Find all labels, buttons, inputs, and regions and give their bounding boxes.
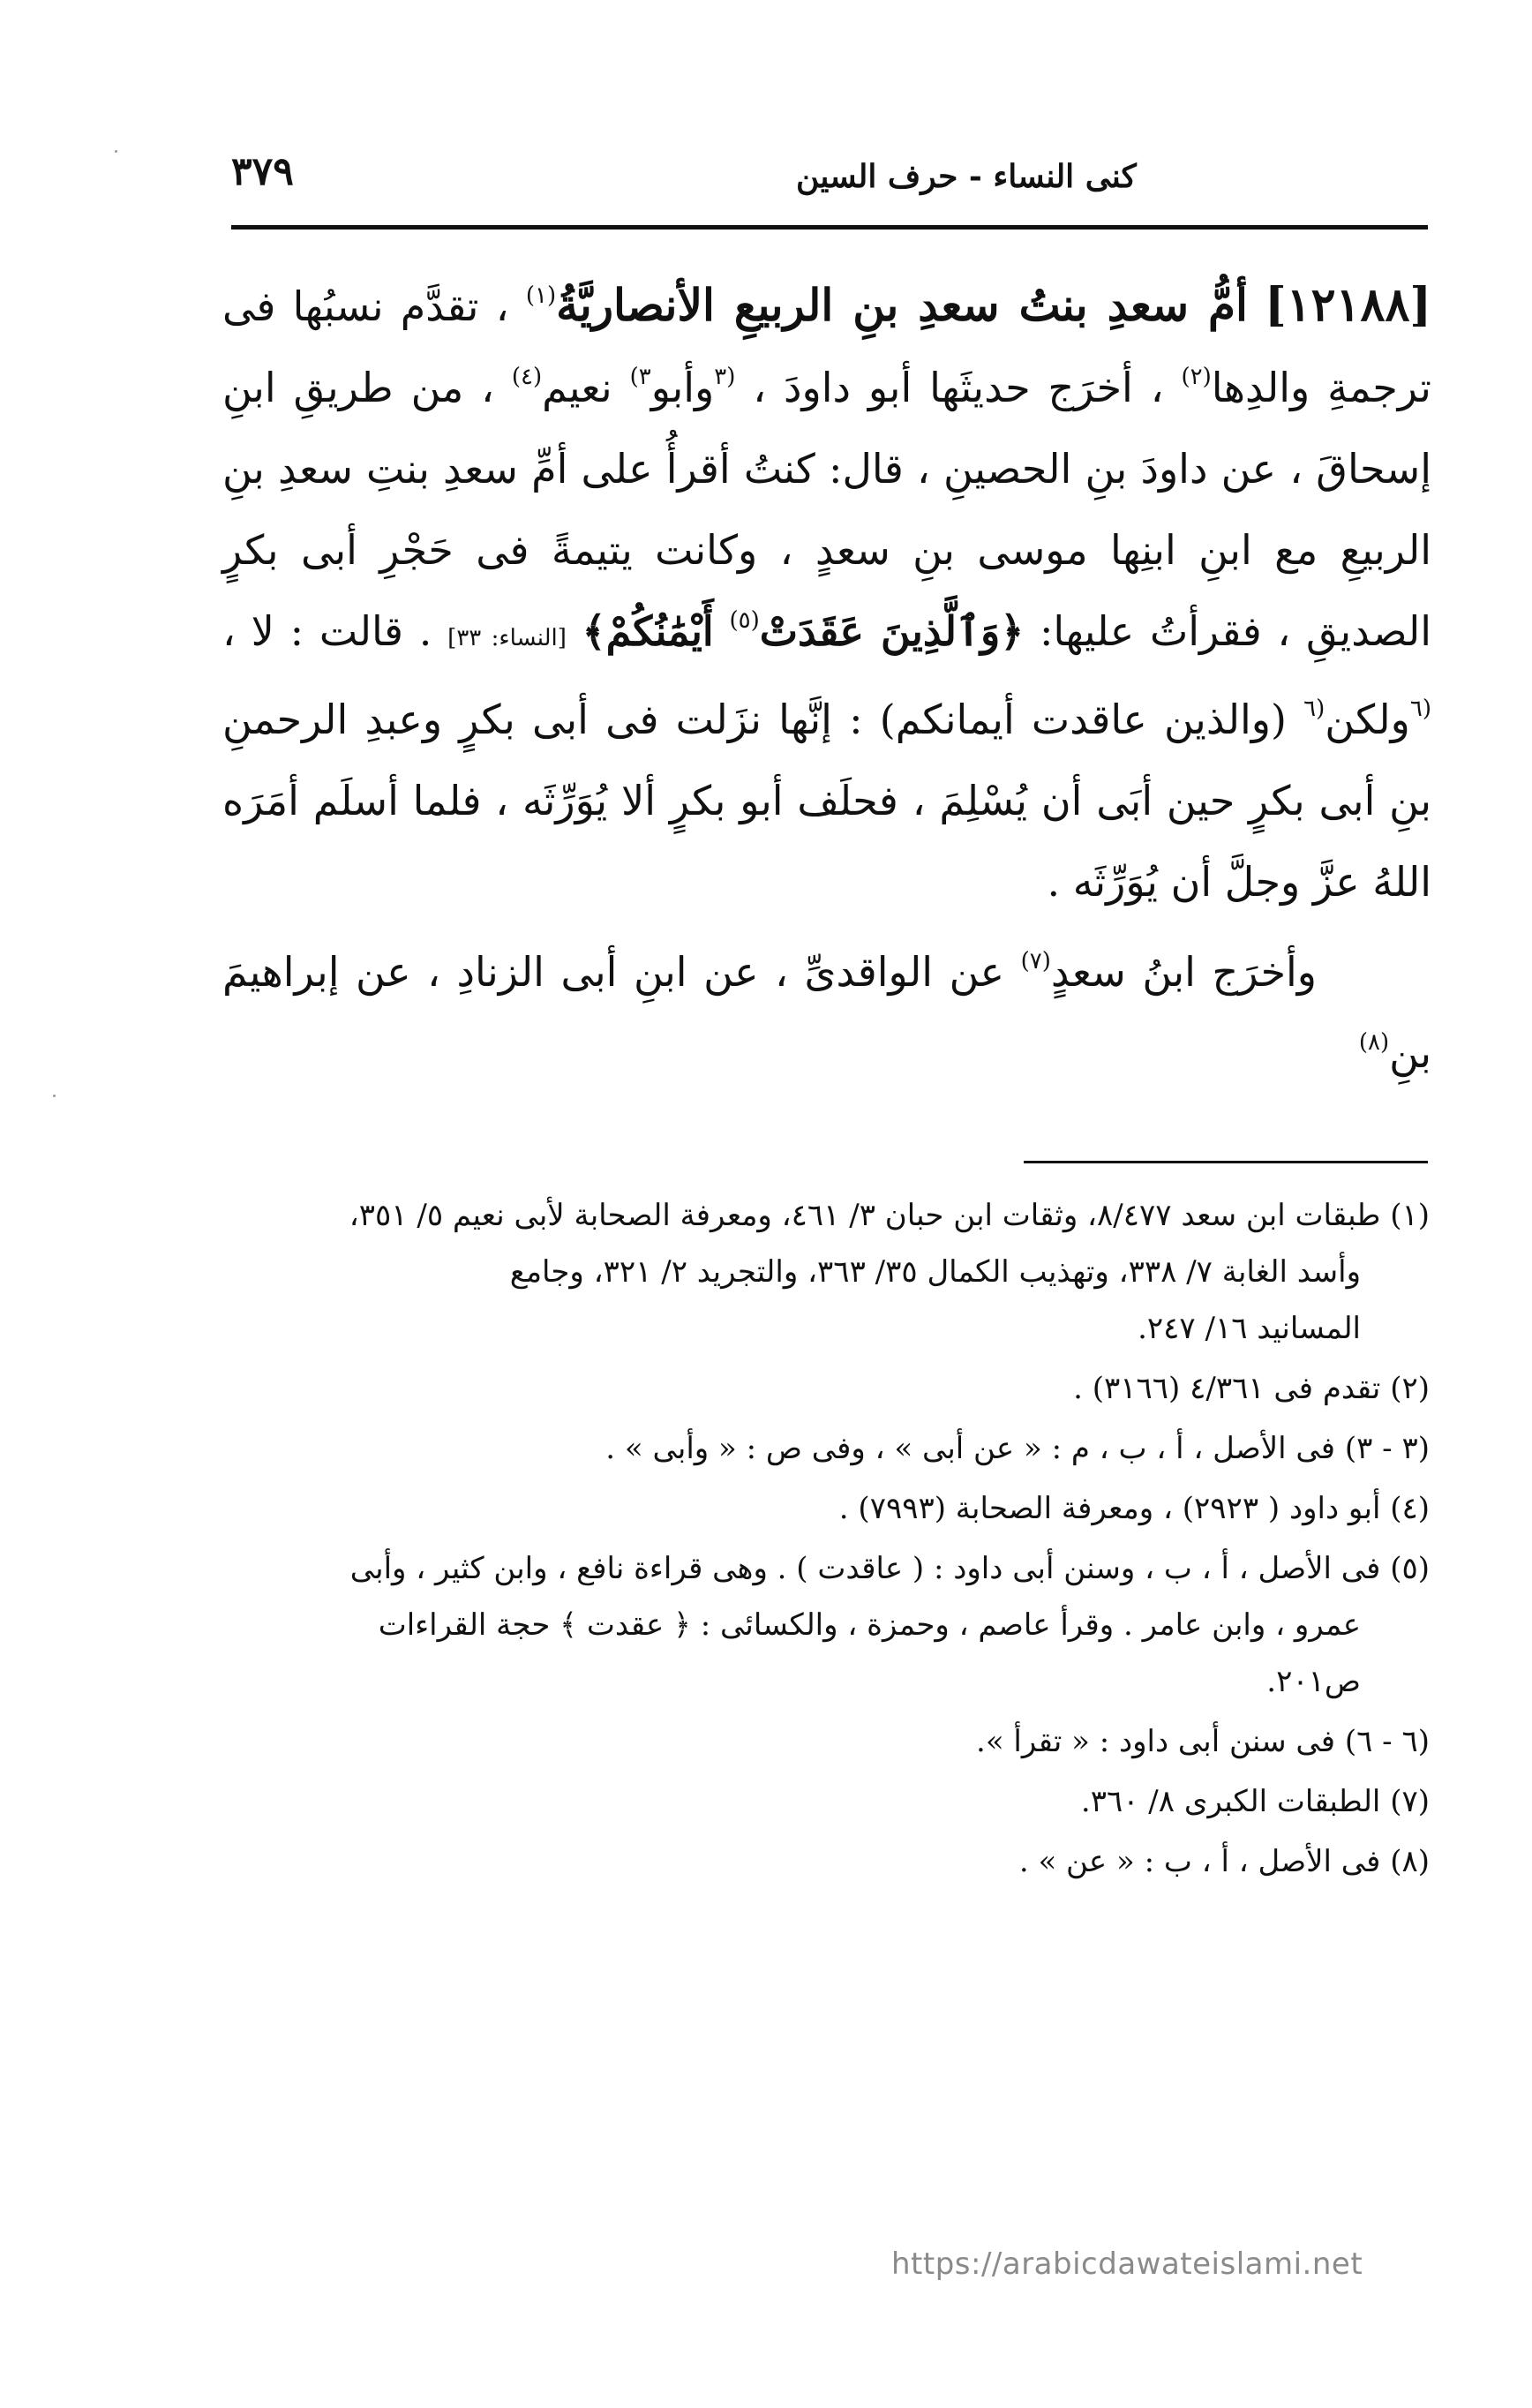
footnote-ref[interactable]: (٢)	[1181, 364, 1212, 390]
entry-number: [١٢١٨٨]	[1265, 278, 1431, 332]
footnote-ref[interactable]: (٧)	[1020, 948, 1051, 974]
footnote-1	[231, 1187, 1430, 1357]
entry-name: أمُّ سعدِ بنتُ سعدِ بنِ الربيعِ الأنصاريَّةُ	[556, 279, 1248, 331]
footnote-line: (١) طبقات ابن سعد ٨/٤٧٧، وثقات ابن حبان ٣/ ٤٦١، ومعرفة الصحابة لأبى نعيم ٥/ ٣٥١،	[349, 1198, 1430, 1233]
body-text: ، تقدَّم نسبُها فى ترجمةِ والدِها	[222, 282, 1431, 411]
footnote-8: (٨) فى الأصل ، أ ، ب : « عن » .	[1018, 1844, 1430, 1879]
scan-speck	[53, 1095, 56, 1097]
body-text: عن الواقدىِّ ، عن ابنِ أبى الزنادِ ، عن إبراهيمَ بنِ	[222, 948, 1431, 1077]
body-text: وأخرَج ابنُ سعدٍ	[1050, 948, 1317, 996]
body-text: ولكن	[1325, 696, 1410, 743]
footnote-ref[interactable]: (٥)	[729, 607, 760, 634]
entry-paragraph	[222, 931, 1431, 1094]
page-number: ٣٧٩	[231, 149, 294, 194]
footnotes	[231, 1187, 1430, 1893]
footnote-line: (٥) فى الأصل ، أ ، ب ، وسنن أبى داود : ( عاقدت ) . وهى قراءة نافع ، وابن كثير ، وأبى	[349, 1551, 1430, 1586]
quran-verse: ﴿وَٱلَّذِينَ عَقَدَتْ	[759, 607, 1025, 655]
body-text: ، من طريقِ ابنِ إسحاقَ ، عن داودَ بنِ الحصينِ ، قال: كنتُ أقرأُ على أمِّ سعدِ بنتِ سعدِ بنِ الربيعِ مع ابنِ ابنِها موسى بنِ سعدٍ ، وكانت يتيمةً فى حَجْرِ أبى بكرٍ الصديقِ ، فقرأتُ عليها:	[222, 364, 1432, 655]
body-text: ، أخرَج حديثَها أبو داودَ ،	[753, 364, 1164, 411]
header-rule	[231, 225, 1428, 230]
header-title: كنى النساء - حرف السين	[796, 158, 1137, 195]
footnote-ref[interactable]: (١)	[525, 282, 557, 309]
watermark-url: https://arabicdawateislami.net	[891, 2246, 1363, 2282]
footnote-separator	[1024, 1161, 1428, 1163]
footnote-ref[interactable]: (٦	[1409, 696, 1431, 722]
footnote-6: (٦ - ٦) فى سنن أبى داود : « تقرأ ».	[976, 1724, 1430, 1759]
footnote-ref[interactable]: (٨)	[1358, 1029, 1390, 1056]
quran-reference: [النساء: ٣٣]	[447, 625, 567, 651]
body-text: . قالت : لا ،	[222, 607, 432, 655]
footnote-4: (٤) أبو داود ( ٢٩٢٣) ، ومعرفة الصحابة (٧٩٩٣) .	[838, 1491, 1430, 1526]
main-text	[222, 265, 1431, 1094]
footnote-ref[interactable]: ٣)	[629, 364, 651, 390]
footnote-7: (٧) الطبقات الكبرى ٨/ ٣٦٠.	[1080, 1784, 1430, 1819]
footnote-line: عمرو ، وابن عامر . وقرأ عاصم ، وحمزة ، والكسائى : ﴿ عقدت ﴾ حجة القراءات	[378, 1607, 1361, 1643]
entry-paragraph	[222, 265, 1431, 922]
footnote-5	[231, 1540, 1430, 1710]
body-text: (والذين عاقدت أيمانكم) : إنَّها نزَلت فى أبى بكرٍ وعبدِ الرحمنِ بنِ أبى بكرٍ حين أبَى أن يُسْلِمَ ، فحلَف أبو بكرٍ ألا يُوَرِّثَه ، فلما أسلَم أمَرَه اللهُ عزَّ وجلَّ أن يُوَرِّثَه .	[222, 696, 1431, 906]
running-header	[231, 146, 1428, 207]
footnote-2: (٢) تقدم فى ٤/٣٦١ (٣١٦٦) .	[1073, 1371, 1430, 1406]
body-text: وأبو	[650, 364, 715, 411]
footnote-line: المسانيد ١٦/ ٢٤٧.	[1138, 1311, 1361, 1346]
body-text: نعيم	[542, 364, 612, 411]
footnote-3: (٣ - ٣) فى الأصل ، أ ، ب ، م : « عن أبى » ، وفى ص : « وأبى » .	[605, 1431, 1430, 1466]
footnote-ref[interactable]: (٣	[714, 364, 736, 390]
footnote-line: وأسد الغابة ٧/ ٣٣٨، وتهذيب الكمال ٣٥/ ٣٦٣، والتجريد ٢/ ٣٢١، وجامع	[509, 1254, 1361, 1290]
quran-verse-end: أَيْمَٰنُكُمْ﴾	[582, 607, 714, 655]
footnote-line: ص٢٠١.	[1266, 1664, 1361, 1699]
footnote-ref[interactable]: (٤)	[511, 364, 543, 390]
scan-speck	[115, 150, 117, 153]
footnote-ref[interactable]: (٦	[1303, 696, 1325, 722]
